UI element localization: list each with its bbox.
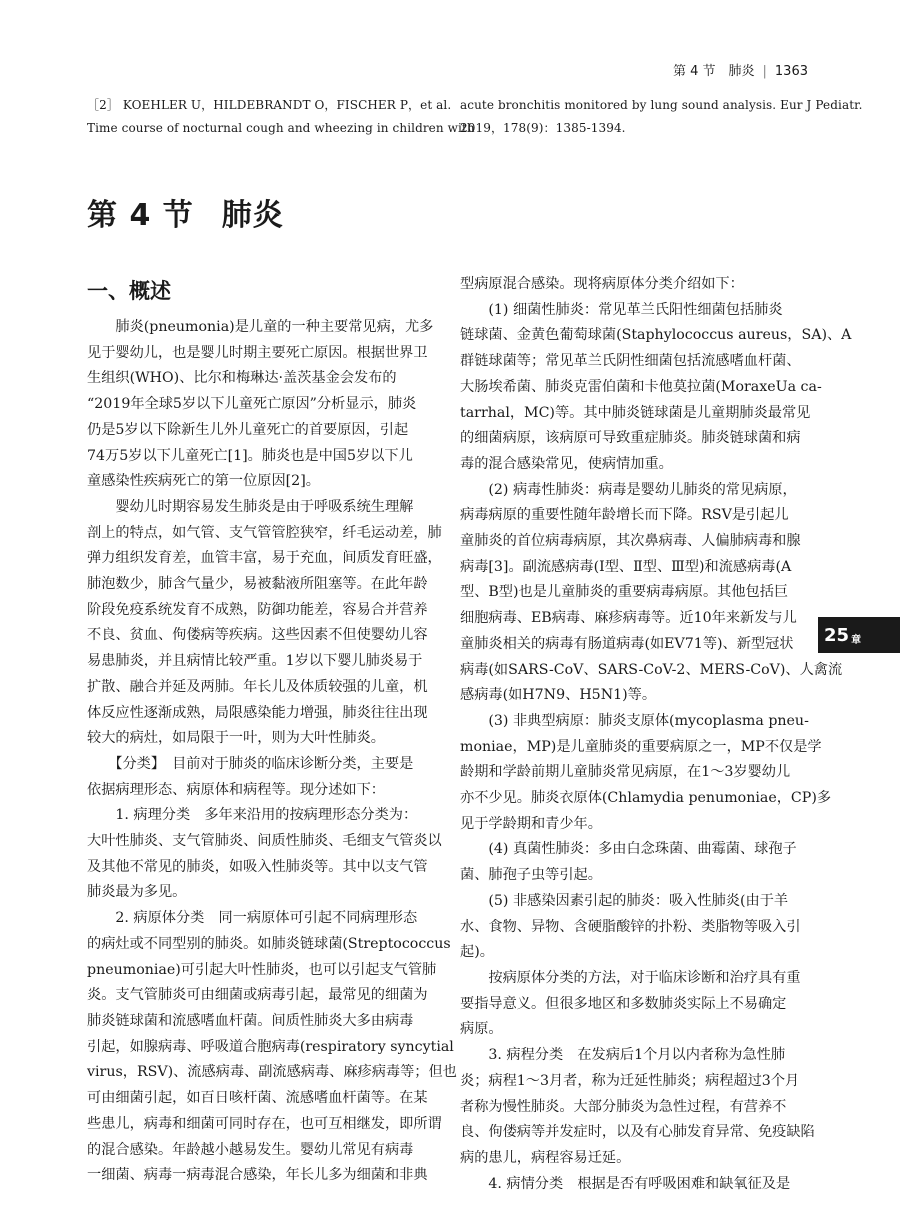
text-line: 菌、肺孢子虫等引起。 bbox=[460, 867, 602, 884]
text-line: 病毒[3]。副流感病毒(Ⅰ型、Ⅱ型、Ⅲ型)和流感病毒(A bbox=[460, 558, 792, 575]
text-line: 较大的病灶，如局限于一叶，则为大叶性肺炎。 bbox=[87, 730, 385, 747]
text-line: 见于学龄期和青少年。 bbox=[460, 815, 602, 832]
text-line: 1. 病理分类 多年来沿用的按病理形态分类为： bbox=[87, 807, 418, 824]
running-header: 第 4 节 肺炎 | 1363 bbox=[672, 64, 808, 79]
text-line: 亦不少见。肺炎衣原体(Chlamydia penumoniae，CP)多 bbox=[460, 790, 832, 807]
text-line: moniae，MP)是儿童肺炎的重要病原之一，MP不仅是学 bbox=[460, 738, 822, 755]
text-line: 细胞病毒、EB病毒、麻疹病毒等。近10年来新发与儿 bbox=[460, 610, 797, 627]
text-line: 链球菌、金黄色葡萄球菌(Staphylococcus aureus，SA)、A bbox=[460, 327, 852, 344]
text-line: 病原。 bbox=[460, 1021, 503, 1038]
text-line: 炎；病程1～3月者，称为迁延性肺炎；病程超过3个月 bbox=[460, 1072, 800, 1089]
reference-right bbox=[460, 94, 863, 140]
text-line: 依据病理形态、病原体和病程等。现分述如下： bbox=[87, 781, 385, 798]
text-line: 及其他不常见的肺炎，如吸入性肺炎等。其中以支气管 bbox=[87, 858, 428, 875]
reference-line: 2019，178(9)：1385-1394. bbox=[460, 121, 626, 135]
text-line: 剖上的特点，如气管、支气管管腔狭窄，纤毛运动差，肺 bbox=[87, 524, 442, 541]
text-line: 龄期和学龄前期儿童肺炎常见病原，在1～3岁婴幼儿 bbox=[460, 764, 791, 781]
text-line: 弹力组织发育差，血管丰富，易于充血，间质发育旺盛， bbox=[87, 550, 442, 567]
text-line: 些患儿，病毒和细菌可同时存在，也可互相继发，即所谓 bbox=[87, 1115, 442, 1132]
text-line: 不良、贫血、佝偻病等疾病。这些因素不但使婴幼儿容 bbox=[87, 627, 428, 644]
left-column bbox=[87, 315, 457, 1189]
text-line: 可由细菌引起，如百日咳杆菌、流感嗜血杆菌等。在某 bbox=[87, 1090, 428, 1107]
text-line: 按病原体分类的方法，对于临床诊断和治疗具有重 bbox=[460, 969, 801, 986]
text-line: 肺炎链球菌和流感嗜血杆菌。间质性肺炎大多由病毒 bbox=[87, 1012, 414, 1029]
text-line: virus，RSV)、流感病毒、副流感病毒、麻疹病毒等；但也 bbox=[87, 1064, 457, 1081]
reference-line: acute bronchitis monitored by lung sound analysis. Eur J Pediatr. bbox=[460, 98, 863, 112]
text-line: 引起，如腺病毒、呼吸道合胞病毒(respiratory syncytial bbox=[87, 1038, 454, 1055]
reference-line: Time course of nocturnal cough and wheezing in children with bbox=[87, 121, 475, 135]
text-line: 肺炎(pneumonia)是儿童的一种主要常见病，尤多 bbox=[87, 319, 434, 335]
text-line: tarrhal，MC)等。其中肺炎链球菌是儿童期肺炎最常见 bbox=[460, 404, 811, 421]
text-line: 的细菌病原，该病原可导致重症肺炎。肺炎链球菌和病 bbox=[460, 430, 801, 447]
text-line: 毒的混合感染常见，使病情加重。 bbox=[460, 455, 673, 472]
chapter-number: 25 bbox=[824, 624, 850, 646]
text-line: 4. 病情分类 根据是否有呼吸困难和缺氧征及是 bbox=[460, 1175, 791, 1192]
section-title bbox=[87, 190, 284, 234]
text-line: 一细菌、病毒一病毒混合感染，年长儿多为细菌和非典 bbox=[87, 1167, 428, 1184]
text-line: 见于婴幼儿，也是婴儿时期主要死亡原因。根据世界卫 bbox=[87, 344, 428, 361]
text-line: 2. 病原体分类 同一病原体可引起不同病理形态 bbox=[87, 910, 418, 927]
text-line: 的病灶或不同型别的肺炎。如肺炎链球菌(Streptococcus bbox=[87, 935, 451, 952]
text-line: 体反应性逐渐成熟，局限感染能力增强，肺炎往往出现 bbox=[87, 704, 428, 721]
text-line: (3) 非典型病原：肺炎支原体(mycoplasma pneu- bbox=[460, 712, 809, 729]
text-line: 起)。 bbox=[460, 944, 494, 961]
reference-line: ［2］ KOEHLER U，HILDEBRANDT O，FISCHER P，et al. bbox=[87, 98, 452, 112]
header-section: 第 4 节 肺炎 bbox=[672, 64, 755, 79]
text-line: 病毒病原的重要性随年龄增长而下降。RSV是引起儿 bbox=[460, 507, 789, 524]
chapter-suffix: 章 bbox=[851, 634, 862, 646]
text-line: 3. 病程分类 在发病后1个月以内者称为急性肺 bbox=[460, 1047, 786, 1064]
text-line: 肺泡数少，肺含气量少，易被黏液所阻塞等。在此年龄 bbox=[87, 576, 428, 593]
text-line: 的混合感染。年龄越小越易发生。婴幼儿常见有病毒 bbox=[87, 1141, 414, 1158]
text-line: (2) 病毒性肺炎：病毒是婴幼儿肺炎的常见病原， bbox=[460, 481, 797, 498]
text-line: 群链球菌等；常见革兰氏阴性细菌包括流感嗜血杆菌、 bbox=[460, 353, 801, 370]
text-line: 良、佝偻病等并发症时，以及有心肺发育异常、免疫缺陷 bbox=[460, 1124, 815, 1141]
text-line: 病的患儿，病程容易迁延。 bbox=[460, 1149, 631, 1166]
text-line: 肺炎最为多见。 bbox=[87, 884, 187, 901]
section-number: 第 4 节 bbox=[87, 198, 194, 233]
text-line: 病毒(如SARS-CoV、SARS-CoV-2、MERS-CoV)、人禽流 bbox=[460, 661, 843, 678]
text-line: 童肺炎的首位病毒病原，其次鼻病毒、人偏肺病毒和腺 bbox=[460, 533, 801, 550]
text-line: 婴幼儿时期容易发生肺炎是由于呼吸系统生理解 bbox=[87, 498, 414, 515]
page-number: 1363 bbox=[774, 64, 808, 79]
section-name: 肺炎 bbox=[221, 198, 284, 233]
text-line: (1) 细菌性肺炎：常见革兰氏阳性细菌包括肺炎 bbox=[460, 301, 783, 318]
text-line: 感病毒(如H7N9、H5N1)等。 bbox=[460, 687, 657, 704]
text-line: 74万5岁以下儿童死亡[1]。肺炎也是中国5岁以下儿 bbox=[87, 447, 413, 464]
text-line: 易患肺炎，并且病情比较严重。1岁以下婴儿肺炎易于 bbox=[87, 653, 423, 670]
text-line: 水、食物、异物、含硬脂酸锌的扑粉、类脂物等吸入引 bbox=[460, 918, 801, 935]
text-line: 炎。支气管肺炎可由细菌或病毒引起，最常见的细菌为 bbox=[87, 987, 428, 1004]
text-line: 型病原混合感染。现将病原体分类介绍如下： bbox=[460, 276, 744, 292]
reference-left bbox=[87, 94, 475, 140]
text-line: 要指导意义。但很多地区和多数肺炎实际上不易确定 bbox=[460, 995, 787, 1012]
text-line: 型、B型)也是儿童肺炎的重要病毒病原。其他包括巨 bbox=[460, 584, 789, 601]
subsection-heading: 一、概述 bbox=[87, 279, 171, 303]
text-line: (4) 真菌性肺炎：多由白念珠菌、曲霉菌、球孢子 bbox=[460, 841, 797, 858]
text-line: 阶段免疫系统发育不成熟，防御功能差，容易合并营养 bbox=[87, 601, 428, 618]
text-line: 大叶性肺炎、支气管肺炎、间质性肺炎、毛细支气管炎以 bbox=[87, 833, 442, 850]
text-line: pneumoniae)可引起大叶性肺炎，也可以引起支气管肺 bbox=[87, 961, 437, 978]
text-line: 生组织(WHO)、比尔和梅琳达·盖茨基金会发布的 bbox=[87, 370, 397, 387]
text-line: 童感染性疾病死亡的第一位原因[2]。 bbox=[87, 473, 320, 490]
text-line: 童肺炎相关的病毒有肠道病毒(如EV71等)、新型冠状 bbox=[460, 635, 794, 652]
text-line: 扩散、融合并延及两肺。年长儿及体质较强的儿童，机 bbox=[87, 678, 428, 695]
text-line: 者称为慢性肺炎。大部分肺炎为急性过程，有营养不 bbox=[460, 1098, 787, 1115]
text-line: (5) 非感染因素引起的肺炎：吸入性肺炎(由于羊 bbox=[460, 892, 789, 909]
text-line: 大肠埃希菌、肺炎克雷伯菌和卡他莫拉菌(MoraxeUa ca- bbox=[460, 378, 822, 395]
text-line: 【分类】 目前对于肺炎的临床诊断分类，主要是 bbox=[87, 755, 414, 772]
text-line: 仍是5岁以下除新生儿外儿童死亡的首要原因，引起 bbox=[87, 421, 409, 438]
text-line: “2019年全球5岁以下儿童死亡原因”分析显示，肺炎 bbox=[87, 396, 417, 413]
chapter-tab bbox=[818, 617, 900, 653]
